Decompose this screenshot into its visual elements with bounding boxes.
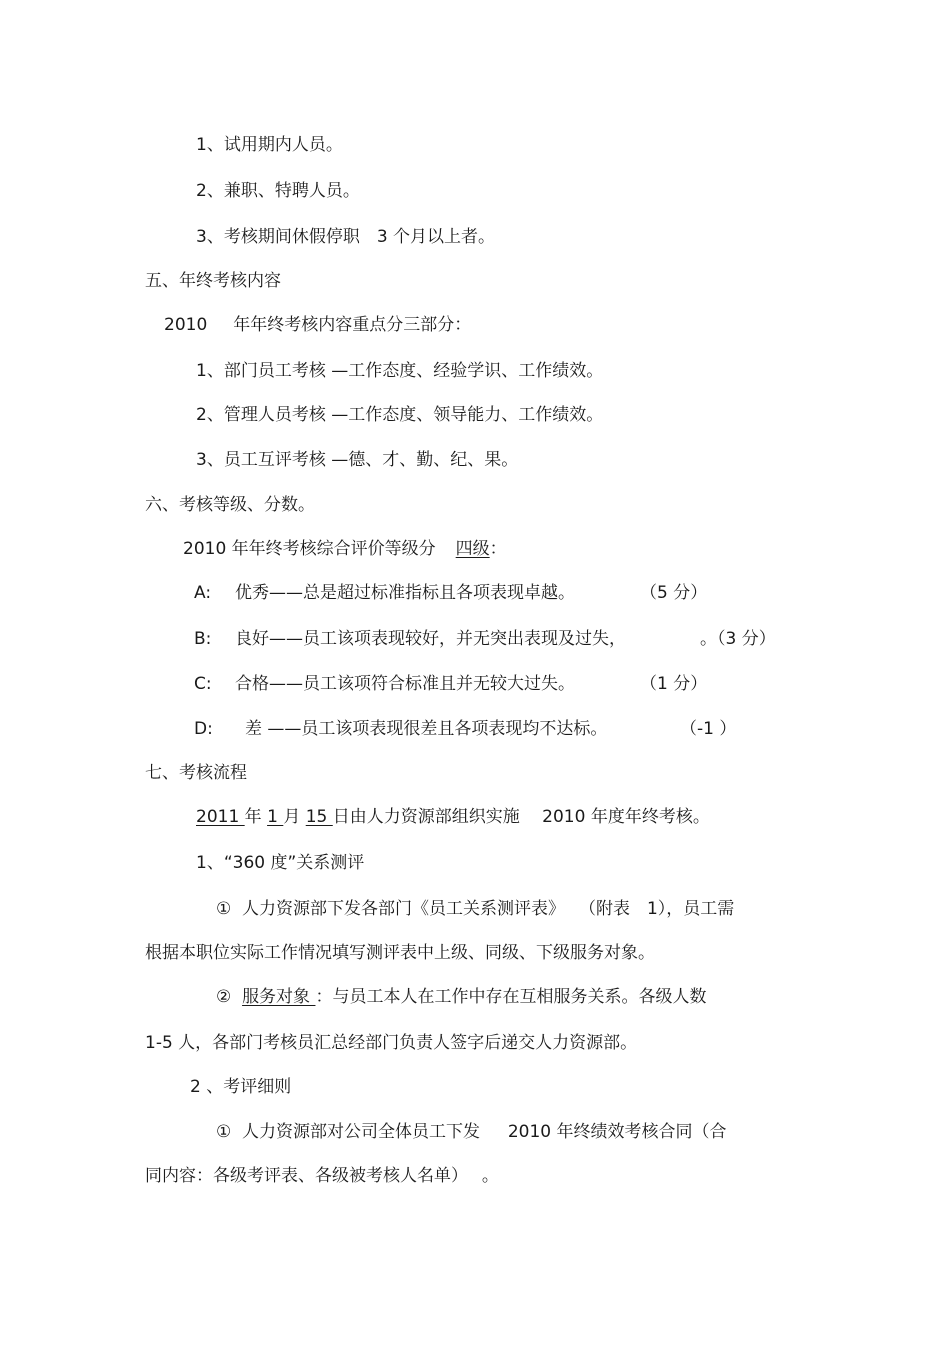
schedule-rest: 日由人力资源部组织实施 2010 年度年终考核。 <box>332 807 710 827</box>
grade-a-desc: 优秀——总是超过标准指标且各项表现卓越。 <box>235 583 575 603</box>
exclusion-item-3: 3、考核期间休假停职 3 个月以上者。 <box>196 227 496 247</box>
section-6-intro <box>183 538 507 560</box>
service-target-term: 服务对象 <box>242 987 316 1007</box>
section-7-heading: 七、考核流程 <box>145 763 247 783</box>
para-2-rest: ：与员工本人在工作中存在互相服务关系。各级人数 <box>315 987 707 1007</box>
subsection-1-title: 1、“360 度”关系测评 <box>196 853 365 873</box>
exclusion-item-2: 2、兼职、特聘人员。 <box>196 181 360 201</box>
content-item-1: 1、部门员工考核 —工作态度、经验学识、工作绩效。 <box>196 361 604 381</box>
subsection-2-para-1-line-1: ① 人力资源部对公司全体员工下发 2010 年终绩效考核合同（合 <box>216 1122 727 1142</box>
subsection-2-para-1-line-2: 同内容：各级考评表、各级被考核人名单） 。 <box>145 1166 499 1186</box>
grade-d-desc: 差 ——员工该项表现很差且各项表现均不达标。 <box>245 719 608 739</box>
section-5-intro-text: 年年终考核内容重点分三部分： <box>233 315 472 335</box>
grade-c-score: （1 分） <box>640 674 708 694</box>
section-5-heading: 五、年终考核内容 <box>145 271 281 291</box>
grade-d-score: （-1 ） <box>680 719 737 739</box>
grade-b-desc: 良好——员工该项表现较好，并无突出表现及过失， <box>235 629 626 649</box>
schedule-line <box>196 806 710 828</box>
para-2-marker: ② <box>216 987 243 1007</box>
subsection-1-para-1-line-1: ① 人力资源部下发各部门《员工关系测评表》 （附表 1），员工需 <box>216 899 735 919</box>
schedule-month: 1 <box>267 807 284 827</box>
section-6-levels: 四级 <box>455 539 490 559</box>
subsection-1-para-2-line-1 <box>216 986 706 1008</box>
grade-a-letter: A: <box>194 583 212 603</box>
exclusion-item-1: 1、试用期内人员。 <box>196 135 343 155</box>
section-6-heading: 六、考核等级、分数。 <box>145 495 315 515</box>
schedule-day: 15 <box>305 807 333 827</box>
section-5-year: 2010 <box>164 315 208 335</box>
grade-b-letter: B: <box>194 629 212 649</box>
section-5-intro <box>164 314 471 336</box>
subsection-2-title: 2 、考评细则 <box>190 1077 292 1097</box>
schedule-year: 2011 <box>196 807 245 827</box>
grade-c-desc: 合格——员工该项符合标准且并无较大过失。 <box>235 674 575 694</box>
section-6-intro-prefix: 2010 年年终考核综合评价等级分 <box>183 539 436 559</box>
section-6-intro-suffix: ： <box>489 539 507 559</box>
subsection-1-para-1-line-2: 根据本职位实际工作情况填写测评表中上级、同级、下级服务对象。 <box>145 943 655 963</box>
grade-d-letter: D: <box>194 719 213 739</box>
grade-b-score: 。（3 分） <box>700 629 776 649</box>
subsection-1-para-2-line-2: 1-5 人，各部门考核员汇总经部门负责人签字后递交人力资源部。 <box>145 1033 638 1053</box>
content-item-3: 3、员工互评考核 —德、才、勤、纪、果。 <box>196 450 519 470</box>
content-item-2: 2、管理人员考核 —工作态度、领导能力、工作绩效。 <box>196 405 604 425</box>
schedule-month-unit: 月 <box>283 807 306 827</box>
grade-a-score: （5 分） <box>640 583 708 603</box>
grade-c-letter: C: <box>194 674 212 694</box>
schedule-year-unit: 年 <box>244 807 268 827</box>
